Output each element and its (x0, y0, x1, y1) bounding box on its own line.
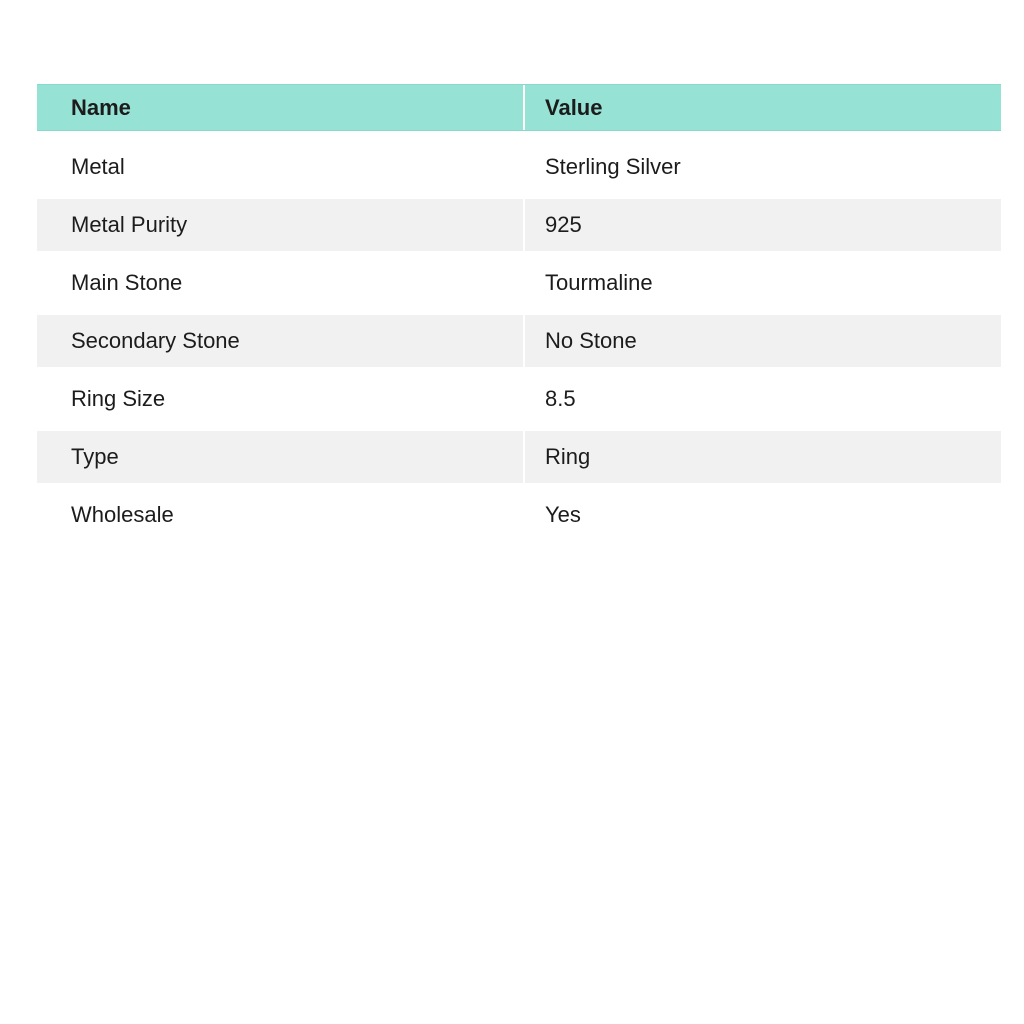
row-value-cell (523, 138, 1001, 196)
attribute-name: Main Stone (71, 270, 183, 295)
header-name-label: Name (71, 94, 131, 120)
attribute-name: Metal (71, 154, 125, 179)
attribute-value: No Stone (545, 328, 637, 353)
row-value-cell (523, 254, 1001, 312)
attribute-name: Ring Size (71, 386, 166, 411)
row-name-cell (37, 138, 523, 196)
table-row-secondary-stone (37, 312, 1001, 370)
attribute-value: 925 (545, 212, 582, 237)
table-row-ring-size (37, 370, 1001, 428)
attribute-name: Wholesale (71, 502, 174, 527)
header-value-label: Value (545, 94, 603, 120)
table-row-metal (37, 138, 1001, 196)
attribute-name: Secondary Stone (71, 328, 240, 353)
row-name-cell (37, 254, 523, 312)
attribute-value: Ring (545, 444, 591, 469)
row-value-cell (523, 199, 1001, 251)
row-value-cell (523, 370, 1001, 428)
header-cell-value (523, 85, 1001, 130)
table-row-wholesale (37, 486, 1001, 544)
attribute-value: Tourmaline (545, 270, 653, 295)
row-name-cell (37, 315, 523, 367)
table-header-row (37, 84, 1001, 131)
table-row-type (37, 428, 1001, 486)
row-value-cell (523, 315, 1001, 367)
row-name-cell (37, 199, 523, 251)
attribute-value: Yes (545, 502, 581, 527)
row-value-cell (523, 431, 1001, 483)
table-row-metal-purity (37, 196, 1001, 254)
row-name-cell (37, 370, 523, 428)
product-attributes-table (37, 84, 1001, 544)
attribute-value: 8.5 (545, 386, 576, 411)
attribute-name: Type (71, 444, 119, 469)
row-value-cell (523, 486, 1001, 544)
attribute-name: Metal Purity (71, 212, 188, 237)
row-name-cell (37, 431, 523, 483)
attribute-value: Sterling Silver (545, 154, 681, 179)
table-row-main-stone (37, 254, 1001, 312)
header-cell-name (37, 85, 523, 130)
row-name-cell (37, 486, 523, 544)
